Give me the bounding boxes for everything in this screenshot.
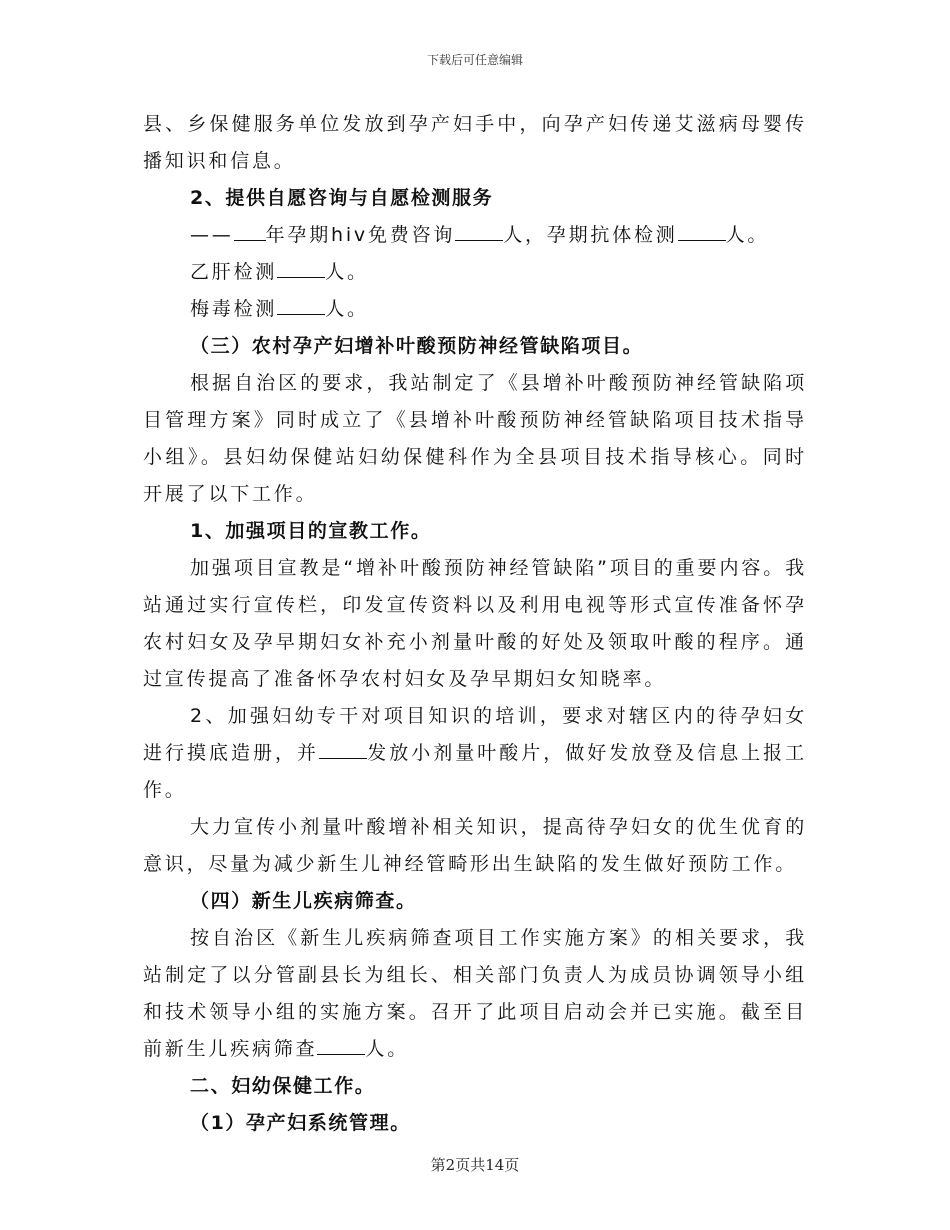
dash-text: —— — [190, 224, 234, 246]
section-heading: （四）新生儿疾病筛查。 — [190, 890, 417, 912]
section-heading: （1）孕产妇系统管理。 — [190, 1112, 411, 1134]
paragraph-newborn-screening — [143, 920, 807, 1068]
text: 人，孕期抗体检测 — [503, 224, 678, 246]
paragraph-hepatitis-b — [143, 254, 807, 291]
text: 按自治区《新生儿疾病筛查项目工作实施方案》的相关要求，我站制定了以分管副县长为组长、相关部门负责人为成员协调领导小组和技术领导小组的实施方案。召开了此项目启动会并已实施。截至目前新生儿疾病筛查 — [143, 927, 807, 1060]
paragraph-consult-count — [143, 217, 807, 254]
text: 人。 — [365, 1038, 410, 1060]
paragraph-training — [143, 698, 807, 809]
paragraph: 根据自治区的要求，我站制定了《县增补叶酸预防神经管缺陷项目管理方案》同时成立了《县增补叶酸预防神经管缺陷项目技术指导小组》。县妇幼保健站妇幼保健科作为全县项目技术指导核心。同时开展了以下工作。 — [143, 372, 807, 505]
text: 乙肝检测 — [190, 261, 278, 283]
blank-antibody-count — [678, 220, 726, 241]
paragraph: 加强项目宣教是“增补叶酸预防神经管缺陷”项目的重要内容。我站通过实行宣传栏，印发宣传资料以及利用电视等形式宣传准备怀孕农村妇女及孕早期妇女补充小剂量叶酸的好处及领取叶酸的程序。通过宣传提高了准备怀孕农村妇女及孕早期妇女知晓率。 — [143, 557, 807, 690]
blank-training — [319, 738, 367, 759]
blank-consult-count — [455, 220, 503, 241]
blank-syphilis-count — [277, 294, 325, 315]
paragraph-syphilis — [143, 291, 807, 328]
paragraph: 县、乡保健服务单位发放到孕产妇手中，向孕产妇传递艾滋病母婴传播知识和信息。 — [143, 113, 807, 172]
section-heading: （三）农村孕产妇增补叶酸预防神经管缺陷项目。 — [190, 335, 644, 357]
section-heading: 1、加强项目的宣教工作。 — [190, 520, 432, 542]
section-heading: 2、提供自愿咨询与自愿检测服务 — [190, 187, 494, 209]
text: 梅毒检测 — [190, 298, 278, 320]
text: 人。 — [325, 261, 369, 283]
page-header-note: 下载后可任意编辑 — [426, 53, 523, 67]
blank-screening-count — [317, 1034, 365, 1055]
text: 年孕期hiv免费咨询 — [265, 224, 456, 246]
text: 人。 — [725, 224, 770, 246]
text: 2、加强妇幼专干对项目知识的培训，要求对辖区内的待孕妇女进行摸底造册，并 — [143, 705, 807, 764]
text: 人。 — [325, 298, 369, 320]
blank-hepatitis-count — [277, 257, 325, 278]
page-number: 第2页共14页 — [430, 1156, 520, 1174]
paragraph: 大力宣传小剂量叶酸增补相关知识，提高待孕妇女的优生优育的意识，尽量为减少新生儿神经管畸形出生缺陷的发生做好预防工作。 — [143, 816, 807, 875]
text: 发放小剂量叶酸片，做好发放登及信息上报工作。 — [143, 742, 807, 801]
blank-year — [234, 220, 266, 241]
document-body — [143, 106, 807, 1142]
section-heading: 二、妇幼保健工作。 — [190, 1075, 376, 1097]
